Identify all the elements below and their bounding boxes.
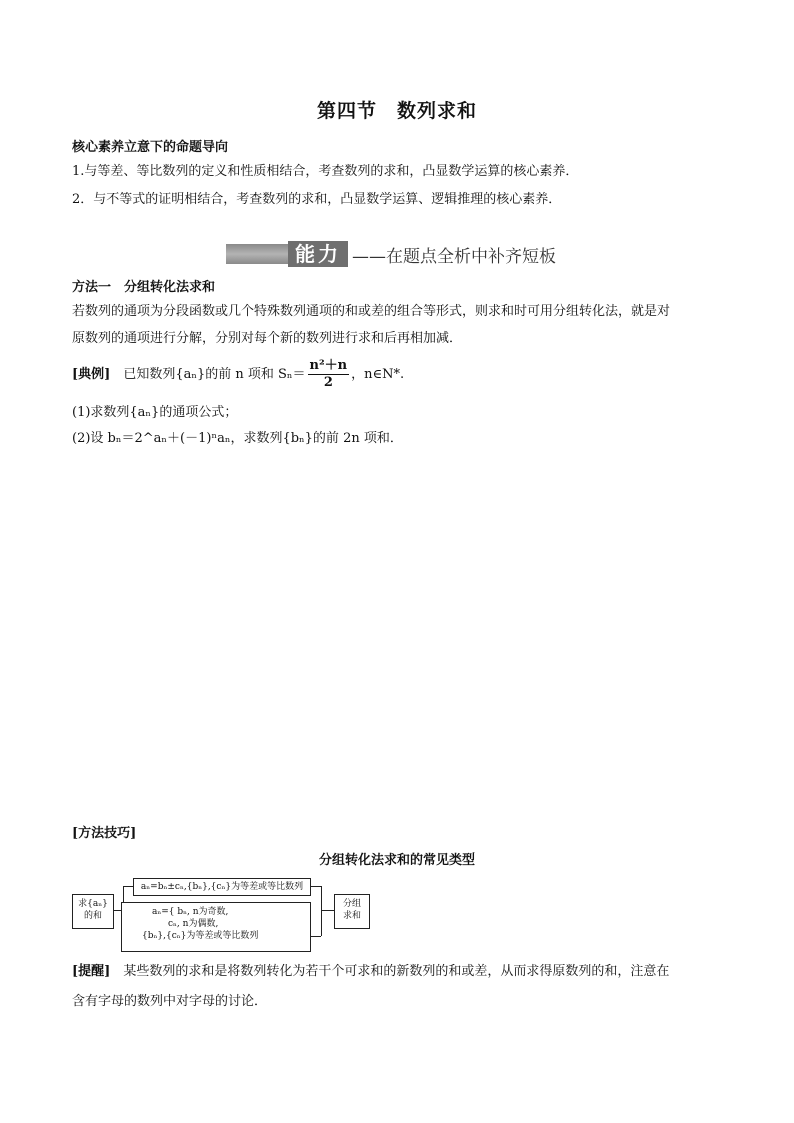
question-1: (1)求数列{aₙ}的通项公式；: [72, 405, 238, 420]
fraction-numerator: n²＋n: [309, 358, 348, 373]
diagram-top-box: aₙ=bₙ±cₙ,{bₙ},{cₙ}为等差或等比数列: [133, 878, 311, 896]
diagram-right-box: [334, 894, 370, 929]
reminder-tag: [提醒]: [72, 964, 111, 979]
reminder-line-1: [72, 958, 732, 986]
core-heading: 核心素养立意下的命题导向: [72, 140, 229, 155]
bottom-box-line-2: cₙ, n为偶数,: [168, 919, 219, 929]
banner-label: 能力: [288, 241, 348, 267]
question-2: (2)设 bₙ＝2^aₙ＋(－1)ⁿaₙ，求数列{bₙ}的前 2n 项和．: [72, 431, 403, 446]
connector-right: [322, 910, 334, 911]
example-fraction: [308, 358, 350, 391]
example-tag: [典例]: [72, 366, 111, 382]
tips-tag: [方法技巧]: [72, 826, 137, 841]
section-banner: [226, 240, 556, 268]
bracket-right-top: [311, 886, 321, 887]
method-heading: 方法一 分组转化法求和: [72, 280, 216, 295]
fraction-denominator: 2: [323, 375, 333, 390]
banner-tail: ——在题点全析中补齐短板: [352, 246, 556, 267]
bracket-right: [321, 886, 322, 936]
diagram-title: 分组转化法求和的常见类型: [318, 853, 475, 868]
diagram-left-box: [72, 894, 114, 929]
diagram-bottom-box: [121, 902, 311, 952]
reminder-text-1: 某些数列的求和是将数列转化为若干个可求和的新数列的和或差，从而求得原数列的和，注意在: [110, 964, 670, 979]
grouping-diagram: [72, 872, 392, 956]
reminder-line-2: 含有字母的数列中对字母的讨论．: [72, 994, 268, 1009]
bracket-right-bottom: [311, 936, 321, 937]
right-box-line-1: 分组: [342, 899, 361, 909]
page-title: 第四节 数列求和: [316, 100, 477, 122]
method-desc-line-2: 原数列的通项进行分解，分别对每个新的数列进行求和后再相加减．: [72, 331, 463, 346]
example-intro: 已知数列{aₙ}的前 n 项和 Sₙ＝: [110, 366, 306, 382]
left-box-line-1: 求{aₙ}: [78, 899, 108, 909]
bracket-left-top: [123, 886, 133, 887]
bottom-box-line-1: aₙ={ bₙ, n为奇数,: [152, 907, 229, 917]
core-item-2: 2．与不等式的证明相结合，考查数列的求和，凸显数学运算、逻辑推理的核心素养．: [72, 192, 562, 207]
example-statement: [72, 358, 404, 391]
bottom-box-line-3: {bₙ},{cₙ}为等差或等比数列: [142, 931, 259, 941]
example-tail: ，n∈N*.: [351, 366, 405, 382]
core-item-1: 1.与等差、等比数列的定义和性质相结合，考查数列的求和，凸显数学运算的核心素养．: [72, 164, 579, 179]
method-desc-line-1: 若数列的通项为分段函数或几个特殊数列通项的和或差的组合等形式，则求和时可用分组转化法，就是对: [72, 304, 671, 319]
right-box-line-2: 求和: [342, 911, 361, 921]
banner-bar: [226, 244, 288, 264]
left-box-line-2: 的和: [83, 911, 102, 921]
